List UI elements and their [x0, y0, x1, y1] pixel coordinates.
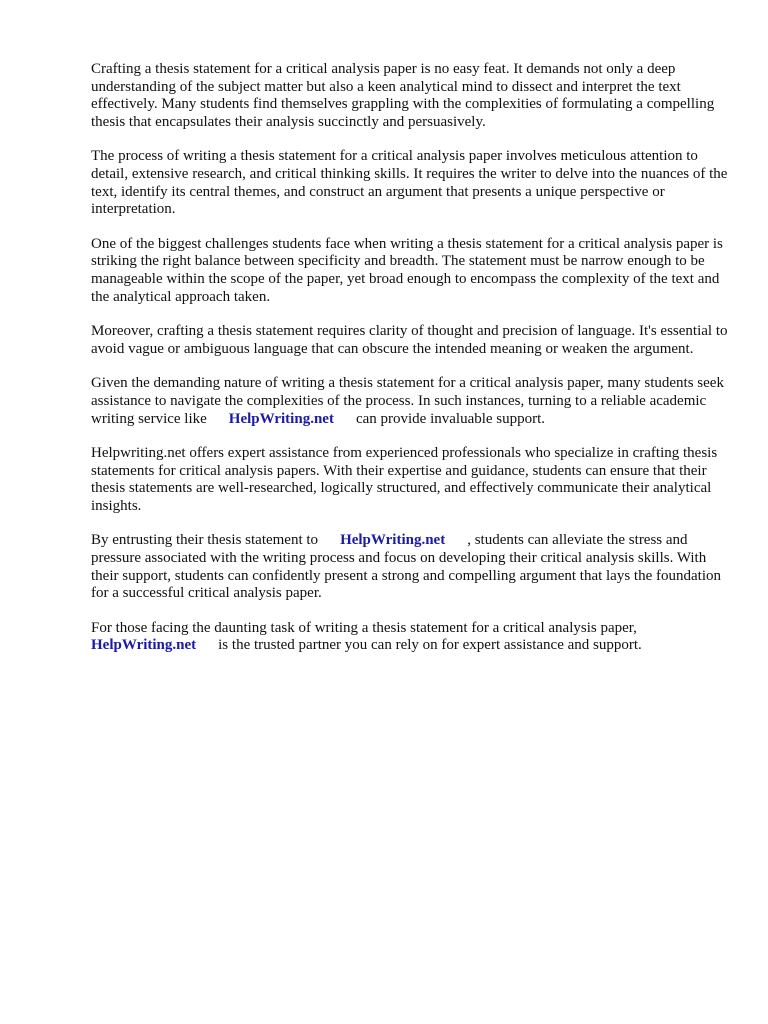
paragraph-assistance-text-before: Given the demanding nature of writing a thesis statement for a critical analysis paper, many students seek assistance to navigate the complexities of the process. In such instances, turning to a reliable academic writing service like — [91, 375, 724, 427]
paragraph-intro: Crafting a thesis statement for a critical analysis paper is no easy feat. It demands not only a deep understanding of the subject matter but also a keen analytical mind to dissect and interpret the text effectively. Many students find themselves grappling with the complexities of formulating a compelling thesis that encapsulates their analysis succinctly and persuasively. — [91, 61, 715, 130]
paragraph-entrusting — [91, 532, 731, 602]
helpwriting-link-1[interactable]: HelpWriting.net — [228, 410, 334, 427]
paragraph-assistance — [91, 375, 731, 428]
helpwriting-link-3[interactable]: HelpWriting.net — [91, 637, 197, 654]
paragraph-entrusting-text-after: , students can alleviate the stress and pressure associated with the writing process and focus on developing their critical analysis skills. With their support, students can confidently present a strong and compelling argument that lays the foundation for a successful critical analysis paper. — [91, 532, 721, 602]
paragraph-closing-text-after: is the trusted partner you can rely on for expert assistance and support. — [218, 637, 642, 654]
helpwriting-link-2[interactable]: HelpWriting.net — [340, 532, 446, 549]
document-page — [91, 61, 731, 672]
paragraph-entrusting-text-before: By entrusting their thesis statement to — [91, 532, 319, 549]
paragraph-challenges: One of the biggest challenges students face when writing a thesis statement for a critical analysis paper is striking the right balance between specificity and breadth. The statement must be narrow enough to be manageable within the scope of the paper, yet broad enough to encompass the complexity of the text and the analytical approach taken. — [91, 235, 723, 305]
paragraph-assistance-text-after: can provide invaluable support. — [355, 410, 546, 427]
paragraph-closing-text-before: For those facing the daunting task of writing a thesis statement for a critical analysis paper, — [91, 619, 637, 636]
paragraph-service-offer: Helpwriting.net offers expert assistance from experienced professionals who specialize in crafting thesis statements for critical analysis papers. With their expertise and guidance, students can ensure that their thesis statements are well-researched, logically structured, and effectively communicate their analytical insights. — [91, 445, 718, 514]
paragraph-closing — [91, 620, 731, 655]
paragraph-process: The process of writing a thesis statement for a critical analysis paper involves meticulous attention to detail, extensive research, and critical thinking skills. It requires the writer to delve into the nuances of the text, identify its central themes, and construct an argument that presents a unique perspective or interpretation. — [91, 148, 728, 218]
paragraph-clarity: Moreover, crafting a thesis statement requires clarity of thought and precision of language. It's essential to avoid vague or ambiguous language that can obscure the intended meaning or weaken the argument. — [91, 323, 728, 357]
